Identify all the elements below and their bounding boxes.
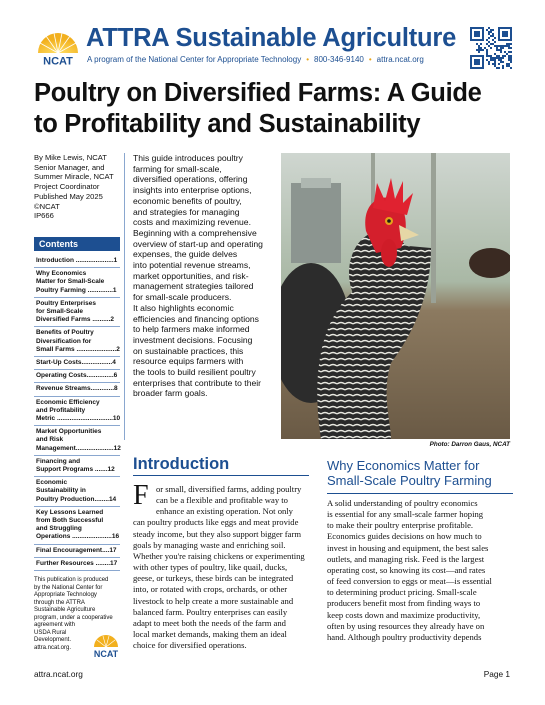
intro-line: or small, diversified farms, adding poultry <box>156 484 302 494</box>
summary-line: market opportunities, and risk- <box>133 270 249 281</box>
program-note-line: agreement with <box>34 622 76 628</box>
tagline: A program of the National Center for Appropriate Technology <box>87 55 302 64</box>
toc-item-label: Financing and <box>36 457 81 465</box>
toc-item-label: Economic <box>36 479 68 487</box>
byline-line: Published May 2025 <box>34 191 103 201</box>
intro-line: with other types of poultry, like quail, ducks, <box>133 562 288 573</box>
column-divider <box>124 153 125 440</box>
toc-item[interactable] <box>34 357 120 370</box>
toc-item-label: Management.....................12 <box>36 444 121 452</box>
program-note-line: Development. <box>34 637 72 643</box>
toc-item-label: Start-Up Costs.................4 <box>36 359 116 367</box>
title-line: to Profitability and Sustainability <box>34 110 421 138</box>
logo-text: NCAT <box>43 55 73 67</box>
qr-code[interactable] <box>470 27 512 69</box>
summary-line: the tools to build resilient poultry <box>133 367 256 378</box>
intro-line: adapt to meet both the needs of the farm and <box>133 617 286 628</box>
byline-line: By Mike Lewis, NCAT <box>34 153 107 162</box>
section-heading-introduction: Introduction <box>133 455 230 473</box>
heading-line: Small-Scale Poultry Farming <box>327 473 492 488</box>
toc-item-label: Final Encouragement....17 <box>36 546 117 554</box>
byline-line: Project Coordinator <box>34 182 100 192</box>
table-of-contents <box>34 255 120 571</box>
summary-line: and strategies for managing <box>133 206 240 217</box>
photo-credit: Photo: Darron Gaus, NCAT <box>429 441 510 448</box>
byline-line: IP666 <box>34 211 54 221</box>
toc-item-label: Market Opportunities <box>36 428 102 436</box>
intro-line: livestock to help create a more sustainable and <box>133 595 294 606</box>
why-line: operating cost, so knowing its cost—and rates <box>327 564 486 575</box>
intro-line: choice for diversified operations. <box>133 640 247 651</box>
toc-item-label: Operations ......................16 <box>36 533 120 541</box>
rooster-photo <box>281 153 510 439</box>
summary-line: farming for small-scale, <box>133 163 222 174</box>
toc-item[interactable] <box>34 456 120 477</box>
program-note-line: Sustainable Agriculture <box>34 607 96 613</box>
summary-line: resource equips farmers with <box>133 356 244 367</box>
why-line: of feed conversion to eggs or meat—is essential <box>327 576 492 587</box>
summary-line: This guide introduces poultry <box>133 153 243 163</box>
toc-item[interactable] <box>34 477 120 507</box>
toc-item-label: Diversified Farms ..........2 <box>36 316 115 324</box>
toc-item-label: Diversification for <box>36 337 92 345</box>
why-line: often by using resources they already have on <box>327 620 485 631</box>
summary-line: costs and maximizing revenue. <box>133 217 251 228</box>
logo-text-small: NCAT <box>93 649 119 658</box>
toc-item-label: Sustainability in <box>36 487 86 495</box>
page-title <box>34 78 514 140</box>
heading-rule <box>327 493 513 494</box>
byline-line: Summer Miracle, NCAT <box>34 172 114 182</box>
heading-line: Why Economics Matter for <box>327 458 480 473</box>
summary-line: economic benefits of poultry, <box>133 195 242 206</box>
contents-heading: Contents <box>34 237 120 251</box>
why-line: outlets, and managing risk. Feed is the largest <box>327 553 485 564</box>
intro-line: can be a flexible and profitable way to <box>156 495 288 506</box>
summary-line: expenses, the guide delves <box>133 249 238 260</box>
toc-item-label: Operating Costs...............6 <box>36 372 118 380</box>
toc-item-label: from Both Successful <box>36 517 104 525</box>
program-note-line: USDA Rural <box>34 629 67 636</box>
program-note-line: This publication is produced <box>34 577 109 583</box>
summary-line: enterprises that contribute to their <box>133 377 262 388</box>
section-heading-why-economics <box>327 458 517 488</box>
summary-line: insights into enterprise options, <box>133 185 252 196</box>
summary-line: It also highlights economic <box>133 302 234 313</box>
byline <box>34 153 130 221</box>
toc-item[interactable] <box>34 397 120 427</box>
intro-line: into, or rotated with crops, orchards, or other <box>133 584 288 595</box>
summary-line: diversified operations, offering <box>133 174 248 185</box>
introduction-body <box>133 480 311 651</box>
program-note-line: Appropriate Technology <box>34 592 97 598</box>
toc-item-label: Small Farms ......................2 <box>36 345 120 353</box>
website-link[interactable]: attra.ncat.org <box>376 55 424 64</box>
toc-item[interactable] <box>34 255 120 268</box>
summary-line: broader farm goals. <box>133 388 208 399</box>
why-line: is essential for any small-scale farmer hoping <box>327 509 484 520</box>
ncat-logo-small <box>89 632 123 658</box>
toc-item[interactable] <box>34 426 120 456</box>
summary-line: for small-scale producers. <box>133 292 232 303</box>
toc-item-label: and Risk <box>36 436 64 444</box>
byline-line: ©NCAT <box>34 201 60 211</box>
toc-item-label: Key Lessons Learned <box>36 508 104 516</box>
summary-line: to help farmers make informed <box>133 324 250 335</box>
program-note-line: by the National Center for <box>34 584 103 591</box>
phone-number[interactable]: 800-346-9140 <box>314 55 364 64</box>
intro-line: enhance an existing operation. Not only <box>156 506 293 517</box>
why-line: hand. Although poultry productivity depends <box>327 631 482 642</box>
summary-line: into potential revenue streams, <box>133 260 251 271</box>
summary-line: management strategies tailored <box>133 281 254 292</box>
toc-item[interactable] <box>34 370 120 383</box>
summary-line: investment decisions. Focusing <box>133 334 253 345</box>
summary-line: efficiencies and financing options <box>133 313 259 324</box>
why-line: A solid understanding of poultry economics <box>327 498 478 508</box>
toc-item[interactable] <box>34 298 120 328</box>
toc-item-label: Support Programs .......12 <box>36 466 115 474</box>
intro-line: can poultry products like eggs and meat provide <box>133 517 299 528</box>
toc-item[interactable] <box>34 327 120 357</box>
why-economics-body <box>327 498 513 643</box>
summary-line: overview of start-up and operating <box>133 238 263 249</box>
toc-item[interactable] <box>34 268 120 298</box>
toc-item-label: Poultry Farming ..............1 <box>36 286 117 294</box>
heading-rule <box>133 475 309 476</box>
toc-item-label: Introduction .....................1 <box>36 257 118 264</box>
toc-item-label: for Small-Scale <box>36 308 83 316</box>
toc-item-label: Benefits of Poultry <box>36 329 94 337</box>
intro-line: goals by managing waste and enriching soil. <box>133 539 286 550</box>
toc-item-label: and Struggling <box>36 525 82 533</box>
toc-item-label: Poultry Production........14 <box>36 495 117 503</box>
brand-tagline: A program of the National Center for Appropriate Technology • 800-346-9140 • attra.ncat.org <box>87 55 424 64</box>
why-line: Economics guides decisions on how much to <box>327 531 482 542</box>
toc-item[interactable] <box>34 383 120 396</box>
summary-line: on sustainable practices, this <box>133 345 244 356</box>
toc-item-label: Why Economics <box>36 270 87 278</box>
toc-item[interactable] <box>34 545 120 558</box>
why-line: to determining product pricing. Small-scale <box>327 587 477 598</box>
toc-item-label: Economic Efficiency <box>36 398 100 406</box>
toc-item-label: Poultry Enterprises <box>36 299 96 307</box>
toc-item-label: Metric ...............................10 <box>36 415 121 423</box>
byline-line: Senior Manager, and <box>34 162 105 172</box>
why-line: keep costs down and maximize productivity, <box>327 609 481 620</box>
program-note-line: attra.ncat.org. <box>34 644 72 651</box>
intro-line: balanced farm. Poultry enterprises can easily <box>133 606 288 617</box>
toc-item-label: Revenue Streams.............8 <box>36 385 118 393</box>
why-line: producers benefit most from finding ways to <box>327 598 481 609</box>
title-line: Poultry on Diversified Farms: A Guide <box>34 79 482 107</box>
summary-line: Beginning with a comprehensive <box>133 227 257 238</box>
toc-item[interactable] <box>34 507 120 545</box>
ncat-sun-logo <box>34 27 82 67</box>
intro-line: Whether you're raising chickens or experimenting <box>133 550 305 561</box>
intro-line: steady income, but they also support bigger farm <box>133 528 302 539</box>
why-line: invest in housing and equipment, the best sales <box>327 542 489 553</box>
why-line: to make their poultry enterprise profitable. <box>327 520 474 531</box>
toc-item[interactable] <box>34 558 120 571</box>
page-number: Page 1 <box>483 669 510 679</box>
program-note-line: through the ATTRA <box>34 599 85 606</box>
toc-item-label: Matter for Small-Scale <box>36 278 105 286</box>
toc-item-label: Further Resources ........17 <box>36 559 118 567</box>
brand-title: ATTRA Sustainable Agriculture <box>86 24 457 52</box>
intro-line: local market demands, making them an ideal <box>133 629 287 640</box>
summary-text <box>133 153 275 399</box>
intro-line: geese, or turkeys, these birds can be integrated <box>133 573 294 584</box>
footer-website-link[interactable]: attra.ncat.org <box>34 669 83 679</box>
header <box>0 0 545 72</box>
toc-item-label: and Profitability <box>36 406 86 414</box>
drop-cap: F <box>133 480 149 511</box>
program-note-line: program, under a cooperative <box>34 614 113 621</box>
